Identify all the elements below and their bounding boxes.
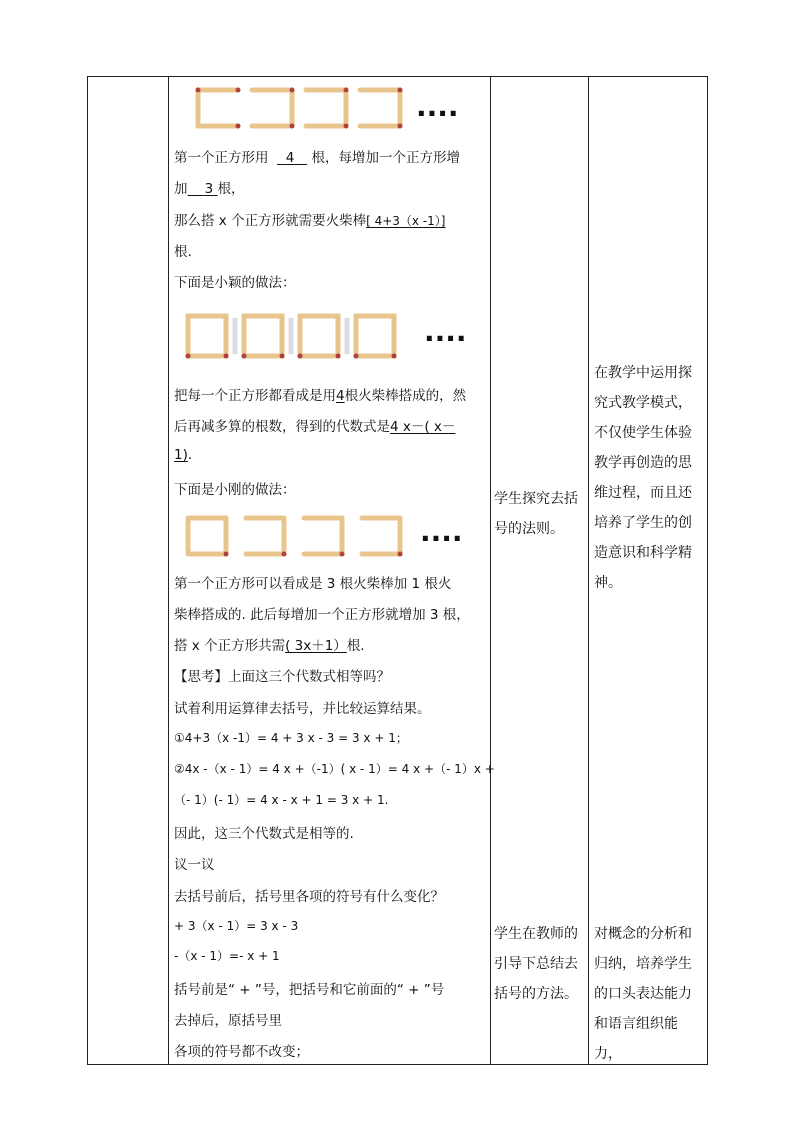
design-intent-cell: 在教学中运用探 究式教学模式， 不仅使学生体验 教学再创造的思 维过程，而且还 培养了学生的创 造意识和科学精 神。 [594, 365, 692, 591]
text-line: 第一个正方形可以看成是 3 根火柴棒加 1 根火 [174, 576, 452, 592]
text-line: 去掉后，原括号里 [174, 1013, 282, 1029]
ellipsis-dots: ···· [416, 97, 459, 130]
column-divider [588, 77, 589, 1064]
student-activity-cell: 学生探究去括 号的法则。 [494, 491, 578, 537]
formula-line: + 3（x - 1）= 3 x - 3 [174, 919, 299, 933]
formula-line: ②4x -（x - 1）= 4 x +（-1）( x - 1）= 4 x +（- 1）x + [174, 762, 495, 776]
text-line: 因此，这三个代数式是相等的. [174, 826, 354, 842]
text-line: 第一个正方形用 4 根，每增加一个正方形增 [174, 150, 460, 166]
formula-line: -（x - 1）=- x + 1 [174, 949, 280, 963]
text-line: 把每一个正方形都看成是用4根火柴棒搭成的，然 [174, 388, 467, 404]
text-line: 试着利用运算律去括号，并比较运算结果。 [174, 701, 431, 717]
text-line: 下面是小刚的做法： [174, 482, 296, 498]
text-line: 各项的符号都不改变； [174, 1044, 309, 1060]
column-divider [490, 77, 491, 1064]
matchstick-figure-3 [182, 512, 406, 560]
ellipsis-dots: ···· [420, 522, 463, 555]
text-line: 1). [174, 447, 193, 463]
text-line: 搭 x 个正方形共需( 3x＋1）根. [174, 638, 365, 654]
text-line: 去括号前后，括号里各项的符号有什么变化？ [174, 889, 444, 905]
matchstick-figure-1 [190, 84, 410, 132]
text-line: 加 3 根， [174, 181, 245, 197]
design-intent-cell: 对概念的分析和 归纳，培养学生 的口头表达能力 和语言组织能力， [594, 926, 692, 1062]
text-line: 后再减多算的根数，得到的代数式是4 x－( x－ [174, 419, 456, 435]
matchstick-figure-2 [182, 310, 402, 362]
column-divider [168, 77, 169, 1064]
text-line: 议一议 [174, 857, 215, 873]
text-line: 那么搭 x 个正方形就需要火柴棒[ 4+3（x -1）] [174, 213, 446, 229]
text-line: 根. [174, 244, 192, 260]
text-line: 【思考】上面这三个代数式相等吗？ [174, 669, 390, 685]
student-activity-cell: 学生在教师的 引导下总结去 括号的方法。 [494, 926, 578, 1002]
text-line: 下面是小颖的做法： [174, 275, 296, 291]
text-line: 括号前是“ + ”号，把括号和它前面的“ + ”号 [174, 982, 445, 998]
text-line: 柴棒搭成的. 此后每增加一个正方形就增加 3 根， [174, 607, 470, 623]
formula-line: （- 1）(- 1）= 4 x - x + 1 = 3 x + 1. [174, 793, 389, 807]
ellipsis-dots: ···· [424, 322, 467, 355]
formula-line: ①4+3（x -1）= 4 + 3 x - 3 = 3 x + 1； [174, 731, 408, 745]
